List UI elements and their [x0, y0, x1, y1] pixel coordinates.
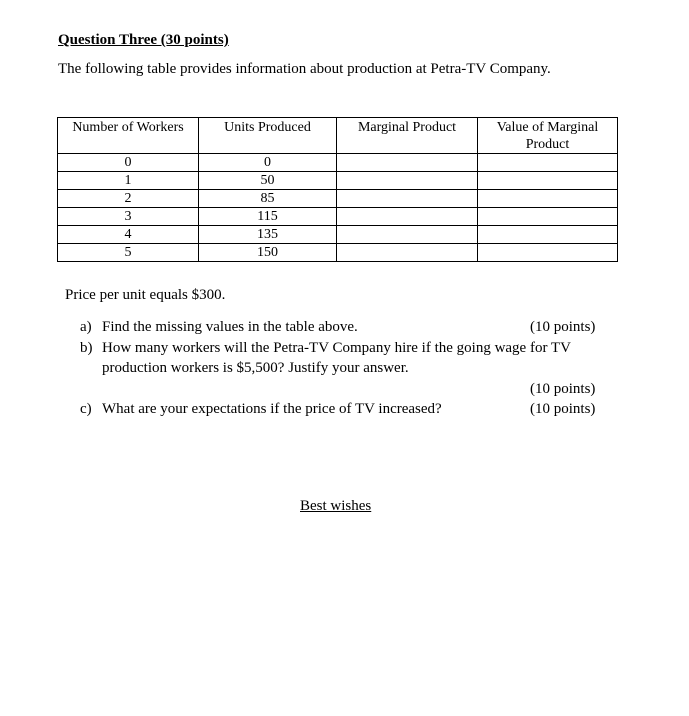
cell-marginal-product: [337, 154, 478, 172]
cell-workers: 0: [58, 154, 199, 172]
cell-units: 115: [199, 208, 337, 226]
cell-units: 150: [199, 244, 337, 262]
table-header-row: [58, 118, 618, 154]
cell-marginal-product: [337, 244, 478, 262]
question-c-letter: c): [80, 401, 92, 417]
cell-marginal-product: [337, 190, 478, 208]
cell-value-marginal-product: [478, 208, 618, 226]
cell-marginal-product: [337, 172, 478, 190]
table-row: [58, 172, 618, 190]
question-a-text: Find the missing values in the table above.: [102, 319, 358, 335]
cell-value-marginal-product: [478, 226, 618, 244]
table-row: [58, 244, 618, 262]
question-b-line2: production workers is $5,500? Justify your answer.: [102, 360, 409, 376]
cell-value-marginal-product: [478, 190, 618, 208]
production-table: [57, 117, 618, 262]
question-a-points: (10 points): [530, 319, 596, 335]
cell-marginal-product: [337, 208, 478, 226]
question-c-text: What are your expectations if the price of TV increased?: [102, 401, 442, 417]
table-row: [58, 208, 618, 226]
closing-text: Best wishes: [300, 498, 372, 514]
cell-value-marginal-product: [478, 172, 618, 190]
question-c-points: (10 points): [530, 401, 596, 417]
cell-workers: 5: [58, 244, 199, 262]
question-title: Question Three (30 points): [58, 32, 229, 48]
question-b-points: (10 points): [530, 381, 596, 397]
table-row: [58, 190, 618, 208]
cell-workers: 2: [58, 190, 199, 208]
cell-units: 135: [199, 226, 337, 244]
header-marginal-product: Marginal Product: [337, 118, 478, 154]
cell-marginal-product: [337, 226, 478, 244]
question-a-letter: a): [80, 319, 92, 335]
table-row: [58, 154, 618, 172]
header-value-marginal-product: Value of Marginal Product: [478, 118, 618, 154]
question-b-letter: b): [80, 340, 93, 356]
header-units: Units Produced: [199, 118, 337, 154]
cell-value-marginal-product: [478, 244, 618, 262]
cell-workers: 4: [58, 226, 199, 244]
price-note: Price per unit equals $300.: [65, 287, 226, 303]
cell-workers: 3: [58, 208, 199, 226]
cell-units: 85: [199, 190, 337, 208]
intro-text: The following table provides information about production at Petra-TV Company.: [58, 61, 551, 77]
cell-value-marginal-product: [478, 154, 618, 172]
table-row: [58, 226, 618, 244]
cell-units: 50: [199, 172, 337, 190]
cell-units: 0: [199, 154, 337, 172]
header-workers: Number of Workers: [58, 118, 199, 154]
question-b-line1: How many workers will the Petra-TV Company hire if the going wage for TV: [102, 340, 571, 356]
cell-workers: 1: [58, 172, 199, 190]
